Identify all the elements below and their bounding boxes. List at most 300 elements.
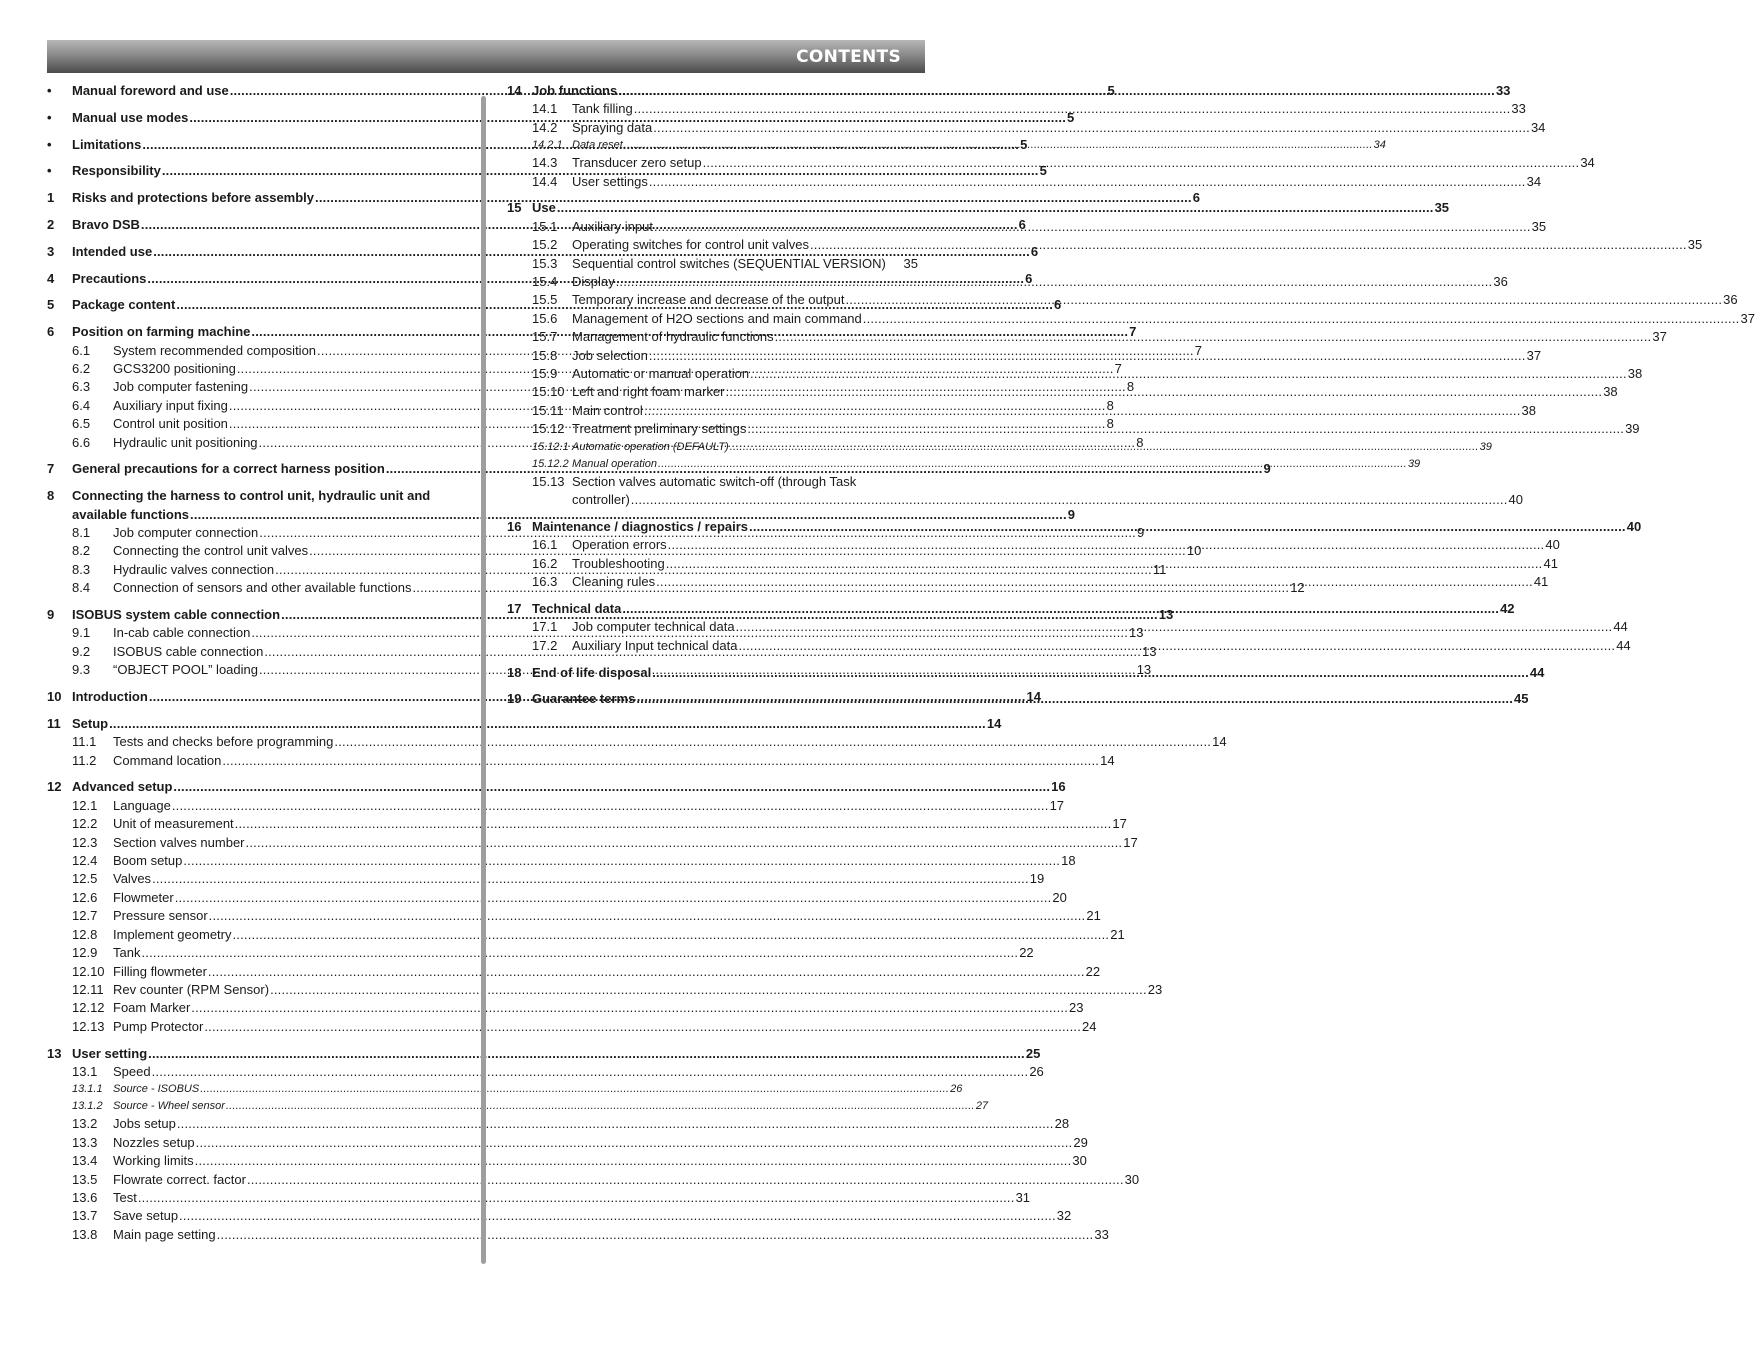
toc-entry-number: 14.4 <box>532 173 558 189</box>
toc-entry-number: 6.4 <box>72 397 91 413</box>
toc-entry-title: Job functions <box>532 83 618 98</box>
toc-entry-title: Section valves number <box>113 834 245 850</box>
toc-entry[interactable] <box>507 119 1546 137</box>
toc-entry-title: Filling flowmeter <box>113 963 207 979</box>
toc-entry[interactable] <box>507 456 1421 473</box>
toc-entry-page: 39 <box>1407 457 1421 470</box>
toc-entry[interactable] <box>507 420 1640 438</box>
toc-entry-title: Language <box>113 797 171 813</box>
toc-entry[interactable] <box>47 852 1076 870</box>
toc-entry-title: Limitations <box>72 136 142 152</box>
toc-entry[interactable] <box>47 1152 1087 1170</box>
toc-entry-number: 3 <box>47 243 55 259</box>
toc-entry-page: 6 <box>1025 270 1033 286</box>
dot-leader <box>109 715 986 733</box>
toc-entry-title: “OBJECT POOL” loading <box>113 662 258 678</box>
toc-entry-wrapped-title <box>572 473 1523 510</box>
toc-entry[interactable] <box>507 154 1595 172</box>
toc-entry[interactable] <box>47 870 1045 888</box>
toc-entry-page: 33 <box>1511 101 1526 117</box>
toc-entry-page: 36 <box>1723 292 1738 308</box>
toc-entry[interactable] <box>507 518 1642 536</box>
toc-entry[interactable] <box>47 926 1125 944</box>
toc-entry-title: Tank filling <box>572 101 633 117</box>
toc-entry-number: 12.12 <box>72 1000 105 1016</box>
toc-entry[interactable] <box>507 402 1536 420</box>
toc-entry[interactable] <box>47 999 1084 1017</box>
toc-entry[interactable] <box>47 889 1067 907</box>
toc-entry-page: 5 <box>1020 136 1028 152</box>
toc-entry-number: 15.12 <box>532 421 565 437</box>
toc-entry-title-continuation: available functions <box>72 506 190 522</box>
dot-leader <box>810 236 1687 254</box>
dot-leader <box>738 637 1615 655</box>
toc-entry-number: 15.13 <box>532 473 565 489</box>
toc-entry-number: 11 <box>47 715 61 731</box>
toc-entry-title: Connecting the control unit valves <box>113 543 309 559</box>
toc-entry[interactable] <box>507 473 1523 510</box>
toc-right-column <box>507 82 1755 709</box>
toc-entry-title: Connection of sensors and other available functions <box>113 580 412 596</box>
dot-leader <box>270 981 1147 999</box>
toc-entry-page: 5 <box>1067 109 1075 125</box>
toc-entry-page: 19 <box>1029 871 1045 887</box>
toc-entry-page: 12 <box>1290 580 1305 596</box>
toc-entry-title: Operating switches for control unit valves <box>572 237 809 253</box>
toc-entry-number: 15.7 <box>532 329 558 345</box>
toc-entry-title: Risks and protections before assembly <box>72 190 315 206</box>
toc-entry[interactable] <box>47 834 1138 852</box>
toc-entry-page: 32 <box>1056 1208 1072 1224</box>
toc-entry-page: 17 <box>1112 816 1127 832</box>
toc-entry-title: Data reset <box>572 139 623 152</box>
toc-entry-number: 14.2 <box>532 119 558 135</box>
toc-entry-number: 8.4 <box>72 580 91 596</box>
toc-entry-number: 6.2 <box>72 360 91 376</box>
dot-leader <box>616 273 1493 291</box>
dot-leader <box>725 383 1602 401</box>
dot-leader <box>653 119 1530 137</box>
toc-entry[interactable] <box>47 1063 1044 1081</box>
toc-entry-page: 13 <box>1158 607 1174 623</box>
toc-entry-title: Manual operation <box>572 457 658 470</box>
toc-entry-title: Spraying data <box>572 119 653 135</box>
toc-entry-title-continuation-line <box>72 506 1075 524</box>
dot-leader <box>177 1115 1054 1133</box>
toc-entry-page: 36 <box>1493 274 1508 290</box>
toc-entry-title: Working limits <box>113 1153 194 1169</box>
toc-entry[interactable] <box>47 1081 963 1098</box>
dot-leader <box>173 778 1050 796</box>
dot-leader <box>863 310 1740 328</box>
toc-entry-number: • <box>47 83 52 98</box>
toc-entry[interactable] <box>47 1226 1109 1244</box>
toc-entry-title: Management of hydraulic functions <box>572 329 774 345</box>
dot-leader <box>736 618 1613 636</box>
toc-entry-number: 12.1 <box>72 797 98 813</box>
toc-entry-number: 13.6 <box>72 1189 98 1205</box>
toc-entry-title: Position on farming machine <box>72 324 251 340</box>
dot-leader <box>703 154 1580 172</box>
toc-entry-title: Hydraulic valves connection <box>113 561 275 577</box>
toc-entry-title: Manual foreword and use <box>72 83 229 98</box>
toc-entry-page: 20 <box>1052 889 1067 905</box>
toc-entry-title: Save setup <box>113 1208 179 1224</box>
toc-entry-title: Main control <box>572 402 643 418</box>
toc-entry-title: Auxiliary Input technical data <box>572 637 738 653</box>
toc-entry-number: 12.11 <box>72 981 104 997</box>
toc-entry-page: 11 <box>1152 561 1167 577</box>
toc-entry[interactable] <box>507 291 1738 309</box>
toc-entry-number: 17.2 <box>532 637 558 653</box>
toc-entry-page: 8 <box>1106 397 1114 413</box>
dot-leader <box>183 852 1060 870</box>
toc-entry[interactable] <box>507 439 1492 456</box>
toc-entry-number: 14 <box>507 83 522 98</box>
toc-entry-number: 13.5 <box>72 1171 98 1187</box>
toc-entry-title: Command location <box>113 752 222 768</box>
toc-entry-page: 31 <box>1015 1189 1031 1205</box>
toc-entry-title-continuation: controller) <box>572 492 630 508</box>
toc-entry-page: 42 <box>1500 600 1515 616</box>
toc-entry-title: Rev counter (RPM Sensor) <box>113 981 270 997</box>
dot-leader <box>195 1152 1072 1170</box>
toc-entry-page: 29 <box>1073 1134 1088 1150</box>
toc-entry[interactable] <box>47 1134 1088 1152</box>
toc-entry-number: • <box>47 136 52 152</box>
toc-entry[interactable] <box>47 1018 1097 1036</box>
toc-entry[interactable] <box>47 752 1115 770</box>
toc-entry-page: 17 <box>1049 797 1065 813</box>
toc-entry-title: Flowmeter <box>113 889 174 905</box>
toc-entry-page: 8 <box>1126 379 1135 395</box>
toc-entry-title: Job computer technical data <box>572 619 735 635</box>
toc-entry-title: Job computer fastening <box>113 379 249 395</box>
toc-entry-number: 13.8 <box>72 1226 98 1242</box>
toc-entry-title: Management of H2O sections and main command <box>572 310 862 326</box>
toc-entry[interactable] <box>507 236 1703 254</box>
dot-leader <box>656 573 1533 591</box>
toc-entry-page: 44 <box>1529 664 1545 680</box>
dot-leader <box>235 815 1112 833</box>
toc-entry[interactable] <box>507 383 1618 401</box>
toc-entry-page: 27 <box>975 1100 989 1113</box>
toc-entry[interactable] <box>47 1171 1140 1189</box>
toc-entry-title: Transducer zero setup <box>572 155 702 171</box>
dot-leader <box>749 518 1626 536</box>
toc-entry-page: 23 <box>1147 981 1163 997</box>
toc-entry[interactable] <box>47 981 1163 999</box>
toc-entry-number: 6.6 <box>72 434 91 450</box>
toc-entry-page: 16 <box>1051 779 1066 795</box>
toc-entry-number: 12.13 <box>72 1018 105 1034</box>
toc-entry-number: 6.5 <box>72 416 91 432</box>
toc-entry-number: 9 <box>47 607 55 623</box>
toc-entry-number: 6.3 <box>72 379 91 395</box>
toc-entry-title: Source - ISOBUS <box>113 1083 200 1096</box>
toc-entry-number: 8.2 <box>72 543 91 559</box>
toc-entry-number: 16.3 <box>532 574 558 590</box>
toc-entry-page: 41 <box>1543 555 1558 571</box>
toc-entry-title: Pump Protector <box>113 1018 204 1034</box>
toc-entry-title: System recommended composition <box>113 342 317 358</box>
dot-leader <box>636 690 1513 708</box>
dot-leader <box>217 1226 1094 1244</box>
toc-entry[interactable] <box>507 173 1542 191</box>
toc-entry-number: 16.1 <box>532 537 558 553</box>
toc-entry-title: Auxiliary input fixing <box>113 397 228 413</box>
toc-entry-page: 9 <box>1263 461 1271 477</box>
toc-entry-number: 13.1 <box>72 1063 98 1079</box>
toc-entry-title: Troubleshooting <box>572 555 665 571</box>
toc-entry[interactable] <box>507 365 1643 383</box>
toc-entry-title: Manual use modes <box>72 109 189 125</box>
toc-entry-number: 14.3 <box>532 155 558 171</box>
toc-entry-page: 6 <box>1030 243 1039 259</box>
contents-header-bar <box>47 40 925 73</box>
toc-entry-page: 22 <box>1085 963 1101 979</box>
toc-entry-page: 34 <box>1373 139 1386 152</box>
toc-entry-title: Left and right foam marker <box>572 384 725 400</box>
toc-entry-title: Intended use <box>72 243 153 259</box>
toc-entry[interactable] <box>47 797 1065 815</box>
toc-entry-page: 14 <box>986 715 1002 731</box>
toc-entry-page: 22 <box>1019 945 1034 961</box>
toc-entry-number: 11.2 <box>72 752 97 768</box>
toc-entry-page: 37 <box>1652 329 1667 345</box>
toc-entry-title: Introduction <box>72 689 148 705</box>
toc-entry-number: 8.1 <box>72 525 91 541</box>
toc-entry-page: 18 <box>1061 853 1076 869</box>
toc-entry-title: Technical data <box>532 600 622 616</box>
toc-entry[interactable] <box>47 733 1227 751</box>
dot-leader <box>226 1098 975 1115</box>
toc-entry-page: 39 <box>1625 421 1640 437</box>
toc-entry-number: 13 <box>47 1045 62 1061</box>
dot-leader <box>175 889 1052 907</box>
dot-leader <box>557 199 1434 217</box>
toc-entry-title: Tests and checks before programming <box>113 734 334 750</box>
toc-entry[interactable] <box>47 189 1200 207</box>
toc-entry-title: Cleaning rules <box>572 574 656 590</box>
toc-entry-number: 14.1 <box>532 101 558 117</box>
toc-entry-page: 23 <box>1069 1000 1084 1016</box>
toc-entry-number: 15.11 <box>532 402 564 418</box>
toc-entry-number: 13.7 <box>72 1208 98 1224</box>
toc-entry-number: 15.4 <box>532 274 558 290</box>
toc-entry[interactable] <box>47 815 1127 833</box>
toc-entry-title: Implement geometry <box>113 926 232 942</box>
toc-entry-number: 13.1.1 <box>72 1083 103 1096</box>
toc-entry-number: • <box>47 109 52 125</box>
toc-entry[interactable] <box>507 347 1542 365</box>
toc-entry-number: 11.1 <box>72 734 97 750</box>
dot-leader <box>624 137 1373 154</box>
toc-entry[interactable] <box>507 273 1508 291</box>
toc-entry-title: Advanced setup <box>72 779 173 795</box>
toc-entry-number: 7 <box>47 461 55 477</box>
toc-entry-number: 13.4 <box>72 1153 98 1169</box>
toc-entry-page: 17 <box>1123 834 1138 850</box>
toc-entry-title: Job selection <box>572 347 648 363</box>
toc-entry-page: 9 <box>1136 525 1145 541</box>
dot-leader <box>618 82 1495 100</box>
toc-entry-page: 26 <box>950 1083 963 1096</box>
toc-entry[interactable] <box>47 1115 1070 1133</box>
column-divider <box>481 96 486 1264</box>
toc-entry-page: 40 <box>1545 537 1560 553</box>
dot-leader <box>666 555 1543 573</box>
dot-leader <box>652 664 1529 682</box>
toc-entry[interactable] <box>507 218 1547 236</box>
toc-entry-title: Foam Marker <box>113 1000 191 1016</box>
toc-entry-title: General precautions for a correct harness position <box>72 461 385 477</box>
toc-entry-title: ISOBUS cable connection <box>113 643 264 659</box>
dot-leader <box>204 1018 1081 1036</box>
toc-entry[interactable] <box>47 1045 1041 1063</box>
toc-entry[interactable] <box>507 310 1755 328</box>
toc-entry-page: 8 <box>1136 434 1144 450</box>
dot-leader <box>649 173 1526 191</box>
toc-entry[interactable] <box>507 82 1511 100</box>
toc-entry-number: 15.12.1 <box>532 440 569 453</box>
toc-entry[interactable] <box>47 907 1101 925</box>
toc-entry-number: 13.1.2 <box>72 1100 103 1113</box>
dot-leader <box>222 752 1099 770</box>
toc-entry-number: 18 <box>507 664 522 680</box>
toc-entry-number: • <box>47 163 52 179</box>
toc-entry-number: 12.4 <box>72 853 98 869</box>
toc-entry[interactable] <box>507 328 1667 346</box>
toc-entry-title: Nozzles setup <box>113 1134 195 1150</box>
toc-entry-title: Valves <box>113 871 152 887</box>
toc-entry[interactable] <box>507 137 1386 154</box>
toc-entry[interactable] <box>47 1189 1031 1207</box>
toc-entry-page: 35 <box>1687 237 1703 253</box>
toc-entry-number: 12 <box>47 779 62 795</box>
dot-leader <box>631 491 1508 509</box>
toc-entry-number: 15.1 <box>532 218 558 234</box>
toc-entry-title: Temporary increase and decrease of the output <box>572 292 845 308</box>
dot-leader <box>209 907 1086 925</box>
toc-entry-number: 17 <box>507 600 522 616</box>
toc-entry-number: 5 <box>47 297 55 313</box>
toc-entry-number: 15.2 <box>532 237 558 253</box>
toc-entry-page: 35 <box>1531 218 1547 234</box>
toc-entry-page: 13 <box>1142 643 1157 659</box>
dot-leader <box>644 402 1521 420</box>
toc-entry-number: 15.6 <box>532 310 558 326</box>
toc-entry-number: 15.10 <box>532 384 565 400</box>
dot-leader <box>141 944 1018 962</box>
toc-entry-page: 26 <box>1029 1063 1044 1079</box>
toc-entry[interactable] <box>47 1207 1072 1225</box>
dot-leader <box>750 365 1627 383</box>
dot-leader <box>172 797 1049 815</box>
toc-entry-title-continuation-line <box>572 491 1523 509</box>
toc-entry-number: 8.3 <box>72 561 91 577</box>
toc-entry[interactable] <box>507 255 918 273</box>
dot-leader <box>233 926 1110 944</box>
toc-entry-title: Operation errors <box>572 537 667 553</box>
dot-leader <box>208 963 1085 981</box>
toc-entry-number: 16 <box>507 518 522 534</box>
toc-entry-page: 38 <box>1603 384 1618 400</box>
toc-entry-number: 14.2.1 <box>532 139 563 152</box>
toc-entry-page: 35 <box>1434 200 1450 216</box>
toc-entry-title: Sequential control switches (SEQUENTIAL VERSION) <box>572 255 886 271</box>
toc-entry-number: 9.1 <box>72 625 91 641</box>
toc-entry-number: 13.2 <box>72 1116 98 1132</box>
toc-entry-title: Test <box>113 1189 137 1205</box>
toc-entry-page: 13 <box>1136 662 1152 678</box>
toc-entry-number: 1 <box>47 190 55 206</box>
toc-entry-page: 33 <box>1094 1226 1109 1242</box>
toc-entry-number: 12.3 <box>72 834 98 850</box>
toc-entry-page: 14 <box>1100 752 1115 768</box>
dot-leader <box>246 834 1123 852</box>
toc-entry-page: 34 <box>1580 155 1595 171</box>
dot-leader <box>179 1207 1056 1225</box>
dot-leader <box>634 100 1511 118</box>
toc-entry-page: 8 <box>1106 416 1114 432</box>
dot-leader <box>747 420 1624 438</box>
toc-entry-page: 6 <box>1192 190 1200 206</box>
toc-entry-title: Use <box>532 200 556 216</box>
toc-entry-page: 35 <box>903 255 918 271</box>
toc-entry-title: Hydraulic unit positioning <box>113 434 258 450</box>
toc-entry[interactable] <box>47 715 1002 733</box>
dot-leader <box>654 218 1531 236</box>
toc-entry[interactable] <box>507 199 1450 217</box>
toc-entry-number: 15 <box>507 200 522 216</box>
toc-entry-page: 14 <box>1212 734 1227 750</box>
toc-entry[interactable] <box>47 1098 989 1115</box>
toc-entry-title: Tank <box>113 945 141 961</box>
toc-entry-title: Automatic or manual operation <box>572 366 750 382</box>
toc-entry[interactable] <box>47 944 1034 962</box>
toc-entry-number: 15.8 <box>532 347 558 363</box>
toc-entry-page: 7 <box>1194 342 1202 358</box>
toc-entry-page: 7 <box>1129 324 1137 340</box>
toc-entry-title: User settings <box>572 173 648 189</box>
toc-entry-title: Package content <box>72 297 176 313</box>
toc-entry[interactable] <box>47 963 1101 981</box>
toc-entry-title: Unit of measurement <box>113 816 234 832</box>
toc-entry-title: Guarantee terms <box>532 691 636 707</box>
toc-entry[interactable] <box>47 778 1066 796</box>
toc-entry-title: Bravo DSB <box>72 216 140 232</box>
toc-entry-title: User setting <box>72 1045 148 1061</box>
toc-entry-title: GCS3200 positioning <box>113 360 236 376</box>
toc-entry-page: 7 <box>1114 360 1122 376</box>
dot-leader <box>138 1189 1015 1207</box>
toc-entry-page: 10 <box>1186 543 1202 559</box>
toc-entry-page: 41 <box>1533 574 1549 590</box>
toc-entry-page: 44 <box>1616 637 1631 653</box>
toc-entry[interactable] <box>507 100 1526 118</box>
dot-leader <box>730 439 1479 456</box>
toc-entry-title: ISOBUS system cable connection <box>72 607 281 623</box>
dot-leader <box>148 1045 1025 1063</box>
dot-leader <box>152 870 1029 888</box>
toc-entry-number: 9.3 <box>72 662 91 678</box>
toc-entry-page: 34 <box>1530 119 1546 135</box>
toc-entry-number: 12.6 <box>72 889 98 905</box>
toc-entry-page: 9 <box>1067 506 1075 522</box>
toc-entry-page: 5 <box>1039 163 1047 179</box>
dot-leader <box>152 1063 1029 1081</box>
